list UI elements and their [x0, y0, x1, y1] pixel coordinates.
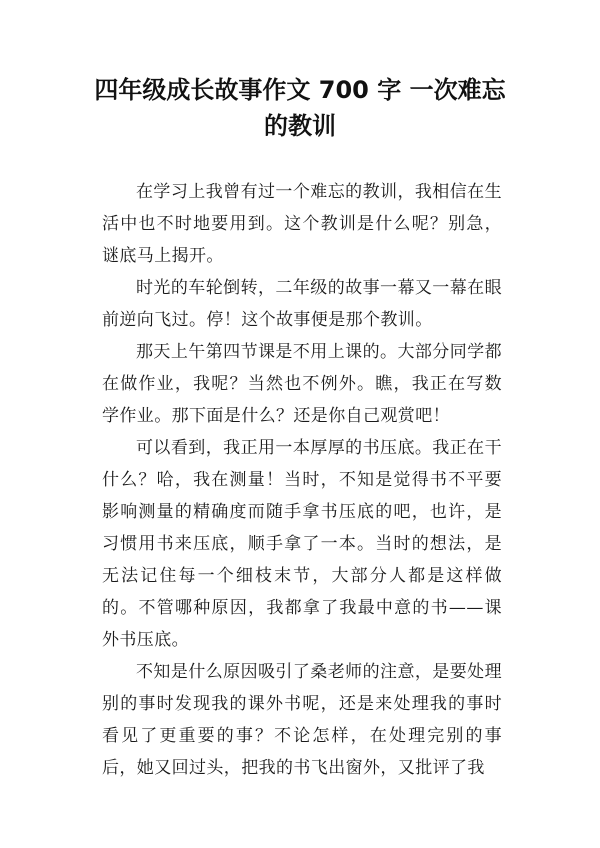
paragraph: 那天上午第四节课是不用上课的。大部分同学都在做作业，我呢？当然也不例外。瞧，我正在写数学作业。那下面是什么？还是你自己观赏吧！: [102, 342, 502, 426]
paragraph: 可以看到，我正用一本厚厚的书压底。我正在干什么？哈，我在测量！当时，不知是觉得书不平要影响测量的精确度而随手拿书压底的吧，也许，是习惯用书来压底，顺手拿了一本。当时的想法，是无法记住每一个细枝末节，大部分人都是这样做的。不管哪种原因，我都拿了我最中意的书——课外书压底。: [102, 438, 502, 650]
paragraph: 不知是什么原因吸引了桑老师的注意，是要处理别的事时发现我的课外书呢，还是来处理我的事时看见了更重要的事？不论怎样，在处理完别的事后，她又回过头，把我的书飞出窗外，又批评了我: [102, 662, 502, 778]
document-body: [102, 176, 502, 784]
paragraph: 在学习上我曾有过一个难忘的教训，我相信在生活中也不时地要用到。这个教训是什么呢？别急，谜底马上揭开。: [102, 182, 502, 266]
paragraph: 时光的车轮倒转，二年级的故事一幕又一幕在眼前逆向飞过。停！这个故事便是那个教训。: [102, 278, 502, 330]
document-title: 四年级成长故事作文 700 字 一次难忘的教训: [94, 76, 506, 140]
